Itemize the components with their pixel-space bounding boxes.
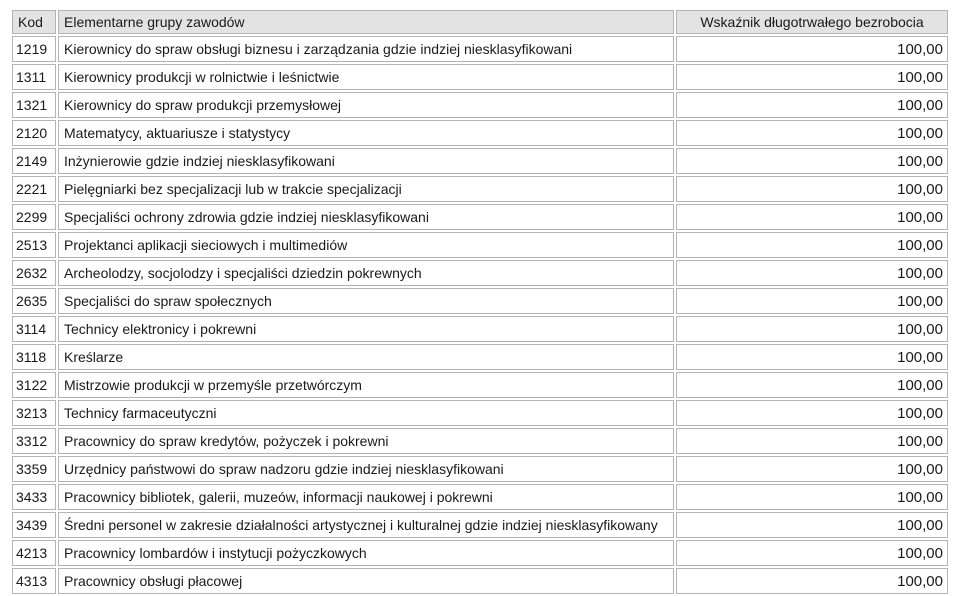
table-header-row (12, 10, 948, 34)
cell-code: 3114 (12, 316, 56, 342)
cell-code: 1311 (12, 64, 56, 90)
cell-code: 2299 (12, 204, 56, 230)
cell-indicator-value: 100,00 (676, 64, 948, 90)
cell-code: 4313 (12, 568, 56, 594)
cell-indicator-value: 100,00 (676, 204, 948, 230)
cell-indicator-value: 100,00 (676, 456, 948, 482)
cell-occupation-name: Technicy elektronicy i pokrewni (58, 316, 674, 342)
column-header-name: Elementarne grupy zawodów (58, 10, 674, 34)
cell-code: 4213 (12, 540, 56, 566)
table-row (12, 204, 948, 230)
cell-indicator-value: 100,00 (676, 92, 948, 118)
cell-occupation-name: Mistrzowie produkcji w przemyśle przetwórczym (58, 372, 674, 398)
cell-occupation-name: Pracownicy bibliotek, galerii, muzeów, informacji naukowej i pokrewni (58, 484, 674, 510)
cell-indicator-value: 100,00 (676, 260, 948, 286)
cell-code: 1321 (12, 92, 56, 118)
table-row (12, 540, 948, 566)
cell-occupation-name: Pracownicy do spraw kredytów, pożyczek i pokrewni (58, 428, 674, 454)
cell-code: 2149 (12, 148, 56, 174)
cell-indicator-value: 100,00 (676, 36, 948, 62)
table-row (12, 120, 948, 146)
column-header-indicator: Wskaźnik długotrwałego bezrobocia (676, 10, 948, 34)
cell-occupation-name: Kierownicy do spraw obsługi biznesu i zarządzania gdzie indziej niesklasyfikowani (58, 36, 674, 62)
table-row (12, 372, 948, 398)
table-row (12, 288, 948, 314)
table-row (12, 512, 948, 538)
table-row (12, 176, 948, 202)
cell-code: 3359 (12, 456, 56, 482)
cell-code: 1219 (12, 36, 56, 62)
cell-occupation-name: Urzędnicy państwowi do spraw nadzoru gdzie indziej niesklasyfikowani (58, 456, 674, 482)
table-row (12, 344, 948, 370)
cell-code: 3122 (12, 372, 56, 398)
cell-occupation-name: Kierownicy produkcji w rolnictwie i leśnictwie (58, 64, 674, 90)
cell-code: 2120 (12, 120, 56, 146)
table-row (12, 400, 948, 426)
cell-indicator-value: 100,00 (676, 344, 948, 370)
cell-occupation-name: Matematycy, aktuariusze i statystycy (58, 120, 674, 146)
occupation-table-container (10, 8, 950, 596)
cell-code: 2513 (12, 232, 56, 258)
cell-indicator-value: 100,00 (676, 484, 948, 510)
cell-occupation-name: Pracownicy lombardów i instytucji pożyczkowych (58, 540, 674, 566)
cell-occupation-name: Technicy farmaceutyczni (58, 400, 674, 426)
cell-code: 3433 (12, 484, 56, 510)
table-row (12, 232, 948, 258)
cell-indicator-value: 100,00 (676, 428, 948, 454)
cell-occupation-name: Specjaliści ochrony zdrowia gdzie indziej niesklasyfikowani (58, 204, 674, 230)
cell-indicator-value: 100,00 (676, 176, 948, 202)
cell-indicator-value: 100,00 (676, 232, 948, 258)
cell-indicator-value: 100,00 (676, 400, 948, 426)
cell-indicator-value: 100,00 (676, 372, 948, 398)
cell-occupation-name: Specjaliści do spraw społecznych (58, 288, 674, 314)
table-row (12, 92, 948, 118)
table-row (12, 148, 948, 174)
table-row (12, 568, 948, 594)
cell-indicator-value: 100,00 (676, 148, 948, 174)
cell-code: 3213 (12, 400, 56, 426)
cell-indicator-value: 100,00 (676, 568, 948, 594)
cell-occupation-name: Kierownicy do spraw produkcji przemysłowej (58, 92, 674, 118)
table-row (12, 260, 948, 286)
cell-indicator-value: 100,00 (676, 120, 948, 146)
cell-code: 3118 (12, 344, 56, 370)
cell-code: 2632 (12, 260, 56, 286)
cell-indicator-value: 100,00 (676, 540, 948, 566)
cell-occupation-name: Kreślarze (58, 344, 674, 370)
column-header-code: Kod (12, 10, 56, 34)
table-row (12, 36, 948, 62)
table-row (12, 428, 948, 454)
cell-code: 3312 (12, 428, 56, 454)
table-body (12, 36, 948, 594)
table-row (12, 484, 948, 510)
occupation-table (10, 8, 950, 596)
cell-code: 2635 (12, 288, 56, 314)
cell-indicator-value: 100,00 (676, 316, 948, 342)
cell-code: 2221 (12, 176, 56, 202)
table-row (12, 456, 948, 482)
cell-indicator-value: 100,00 (676, 512, 948, 538)
cell-occupation-name: Archeolodzy, socjolodzy i specjaliści dziedzin pokrewnych (58, 260, 674, 286)
cell-indicator-value: 100,00 (676, 288, 948, 314)
table-row (12, 316, 948, 342)
cell-occupation-name: Średni personel w zakresie działalności artystycznej i kulturalnej gdzie indziej niesklasyfikowany (58, 512, 674, 538)
cell-occupation-name: Pracownicy obsługi płacowej (58, 568, 674, 594)
cell-occupation-name: Inżynierowie gdzie indziej niesklasyfikowani (58, 148, 674, 174)
cell-occupation-name: Projektanci aplikacji sieciowych i multimediów (58, 232, 674, 258)
cell-code: 3439 (12, 512, 56, 538)
cell-occupation-name: Pielęgniarki bez specjalizacji lub w trakcie specjalizacji (58, 176, 674, 202)
table-row (12, 64, 948, 90)
